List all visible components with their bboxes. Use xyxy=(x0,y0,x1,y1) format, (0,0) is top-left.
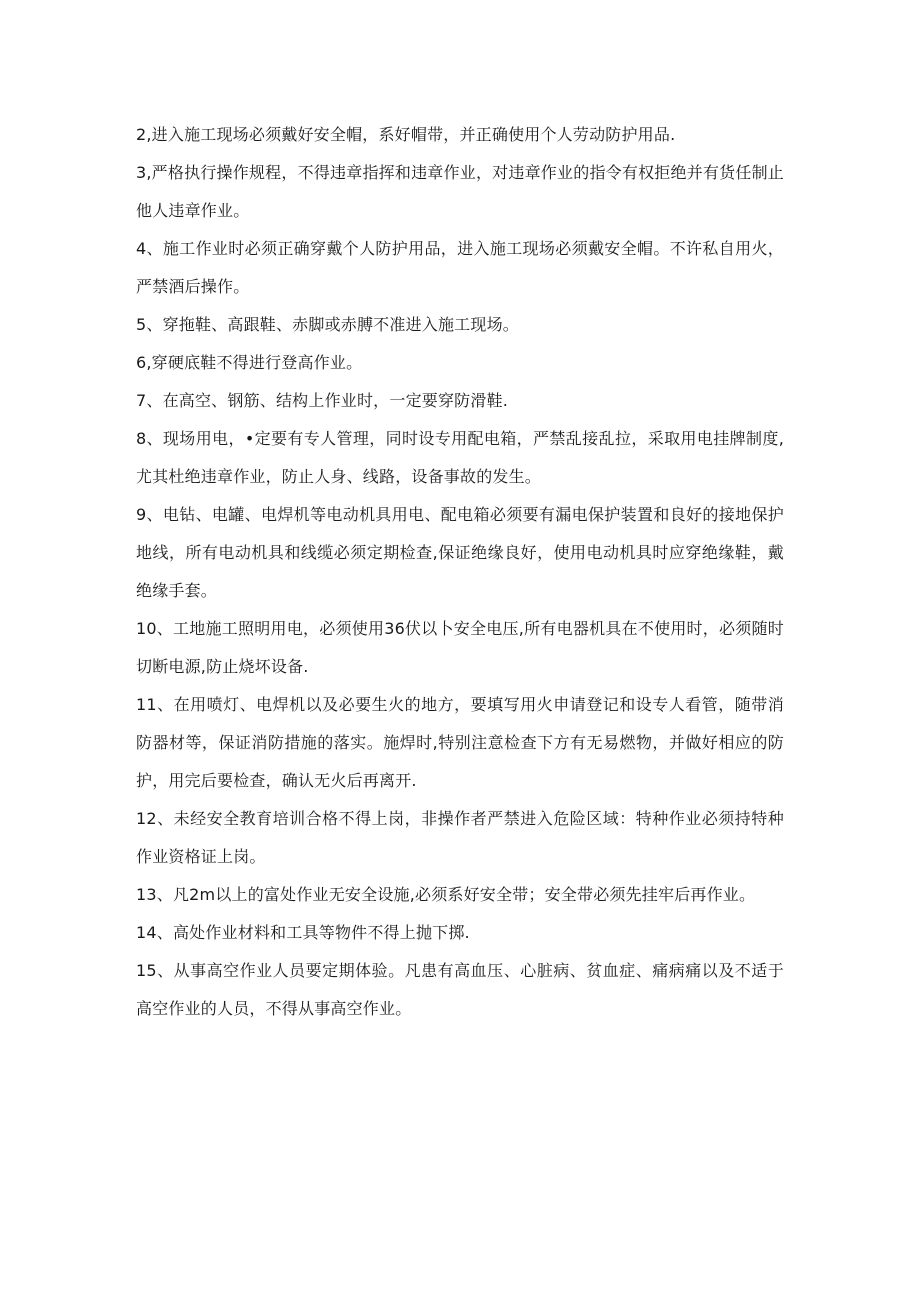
rule-item: 7、在高空、钢筋、结构上作业时，一定要穿防滑鞋. xyxy=(136,391,509,410)
rule-item: 2,进入施工现场必须戴好安全帽，系好帽带，并正确使用个人劳动防护用品. xyxy=(136,125,676,144)
rule-item: 6,穿硬底鞋不得进行登高作业。 xyxy=(136,353,363,372)
rule-item: 8、现场用电，•定要有专人管理，同时设专用配电箱，严禁乱接乱拉，采取用电挂牌制度,尤其杜绝违章作业，防止人身、线路，设备事故的发生。 xyxy=(136,429,784,486)
rule-item: 15、从事高空作业人员要定期体验。凡患有高血压、心脏病、贫血症、痛病痛以及不适于高空作业的人员，不得从事高空作业。 xyxy=(136,961,784,1018)
rule-item: 5、穿拖鞋、高跟鞋、赤脚或赤膊不准进入施工现场。 xyxy=(136,315,519,334)
rule-item: 14、高处作业材料和工具等物件不得上抛下掷. xyxy=(136,923,470,942)
rule-item: 4、施工作业时必须正确穿戴个人防护用品，进入施工现场必须戴安全帽。不许私自用火，严禁酒后操作。 xyxy=(136,239,784,296)
rule-item: 12、未经安全教育培训合格不得上岗，非操作者严禁进入危险区域：特种作业必须持特种作业资格证上岗。 xyxy=(136,809,784,866)
safety-rules-list xyxy=(136,116,784,1028)
rule-item: 9、电钻、电罐、电焊机等电动机具用电、配电箱必须要有漏电保护装置和良好的接地保护地线，所有电动机具和线缆必须定期检查,保证绝缘良好，使用电动机具时应穿绝缘鞋，戴绝缘手套。 xyxy=(136,505,784,600)
rule-item: 10、工地施工照明用电，必须使用36伏以卜安全电压,所有电器机具在不使用时，必须随时切断电源,防止烧坏设备. xyxy=(136,619,784,676)
rule-item: 3,严格执行操作规程，不得违章指挥和违章作业，对违章作业的指令有权拒绝并有货任制止他人违章作业。 xyxy=(136,163,784,220)
rule-item: 11、在用喷灯、电焊机以及必要生火的地方，要填写用火申请登记和设专人看管，随带消防器材等，保证消防措施的落实。施焊时,特别注意检查下方有无易燃物，并做好相应的防护，用完后要检查，确认无火后再离开. xyxy=(136,695,784,790)
rule-item: 13、凡2m以上的富处作业无安全设施,必须系好安全带；安全带必须先挂牢后再作业。 xyxy=(136,885,756,904)
